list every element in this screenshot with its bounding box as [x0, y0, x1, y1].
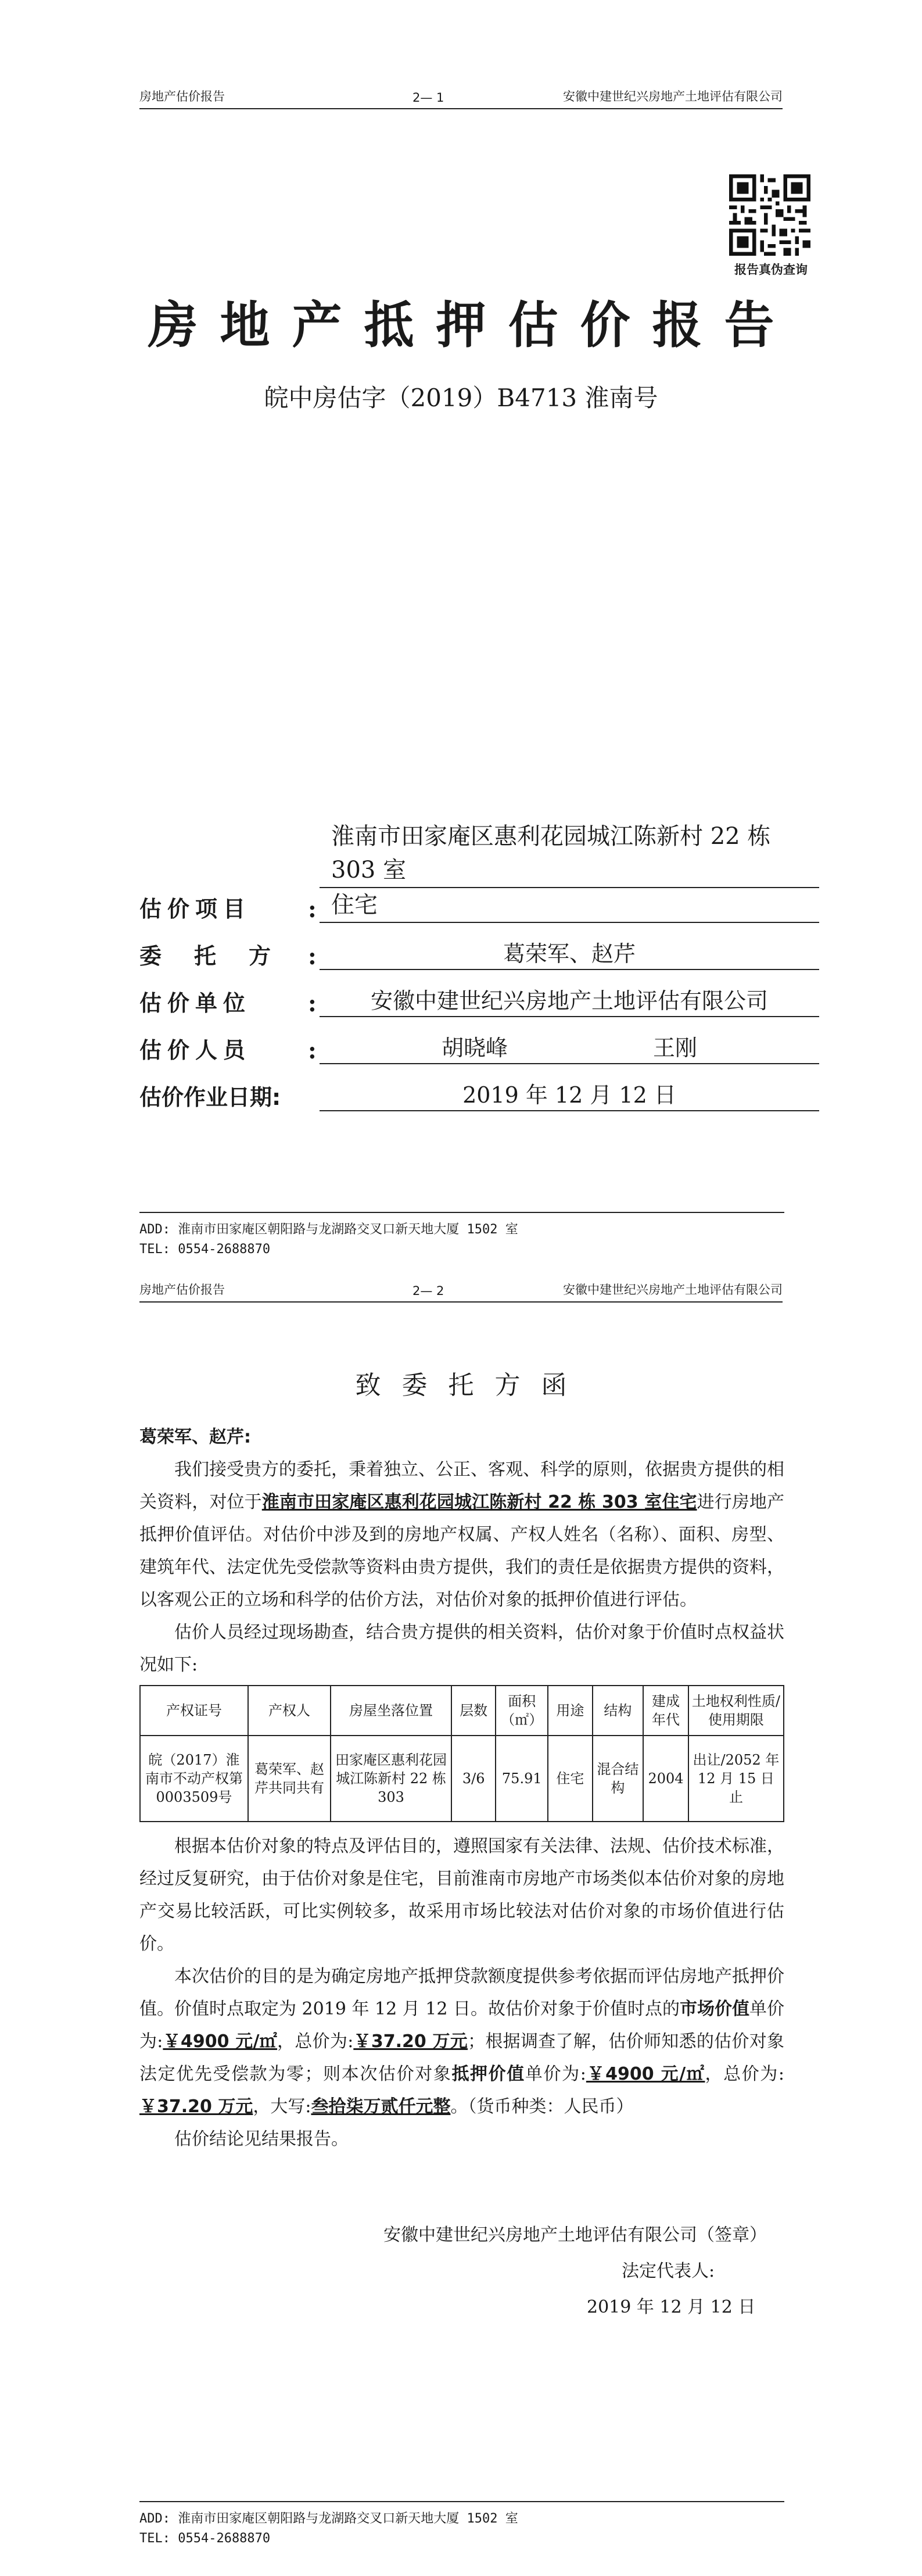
- table-row: [140, 1736, 784, 1822]
- table-header: 层数: [451, 1686, 496, 1736]
- signature-block: [139, 2217, 784, 2325]
- cover-fields: [139, 820, 819, 1124]
- footer-address: ADD: 淮南市田家庵区朝阳路与龙湖路交叉口新天地大厦 1502 室: [139, 2511, 518, 2526]
- project-line-2: 住宅: [320, 888, 819, 923]
- page-footer: [139, 1212, 784, 1260]
- colon: :: [308, 943, 317, 970]
- legal-representative: 法定代表人:: [622, 2261, 715, 2281]
- salutation: 葛荣军、赵芹:: [139, 1427, 251, 1447]
- client-label: 委托方: [139, 943, 304, 969]
- appraisers-value: [320, 1030, 819, 1064]
- date-label: 估价作业日期:: [139, 1085, 281, 1110]
- page-footer: [139, 2501, 784, 2549]
- project-label: 估价项目: [139, 896, 252, 922]
- mortgage-total-price: ￥37.20 万元: [139, 2096, 253, 2117]
- table-cell: 混合结构: [593, 1736, 643, 1822]
- table-header: 结构: [593, 1686, 643, 1736]
- footer-divider: [139, 2501, 784, 2502]
- table-cell: 2004: [643, 1736, 688, 1822]
- table-header: 产权证号: [140, 1686, 248, 1736]
- header-right: 安徽中建世纪兴房地产土地评估有限公司: [563, 90, 783, 103]
- header-left: 房地产估价报告: [139, 90, 225, 103]
- letter-title: 致委托方函: [355, 1371, 588, 1400]
- table-cell: 75.91: [496, 1736, 548, 1822]
- paragraph-3: 根据本估价对象的特点及评估目的，遵照国家有关法律、法规、估价技术标准，经过反复研究，由于估价对象是住宅，目前淮南市房地产市场类似本估价对象的房地产交易比较活跃，可比实例较多，故采用市场比较法对估价对象的市场价值进行估价。: [139, 1836, 784, 1954]
- table-cell: 出让/2052 年 12 月 15 日止: [688, 1736, 784, 1822]
- table-cell: 3/6: [451, 1736, 496, 1822]
- footer-divider: [139, 1212, 784, 1213]
- table-cell: 住宅: [548, 1736, 593, 1822]
- field-project: [139, 820, 819, 923]
- field-date: [139, 1077, 819, 1111]
- market-unit-price: ￥4900 元/㎡: [163, 2031, 278, 2052]
- field-client: [139, 936, 819, 970]
- table-cell: 葛荣军、赵芹共同共有: [248, 1736, 331, 1822]
- amount-in-words: 叁拾柒万贰仟元整: [311, 2096, 451, 2117]
- mortgage-unit-price: ￥4900 元/㎡: [586, 2064, 705, 2084]
- table-header: 建成年代: [643, 1686, 688, 1736]
- table-header: 产权人: [248, 1686, 331, 1736]
- colon: :: [308, 1037, 317, 1064]
- page-header: [139, 1285, 783, 1303]
- qr-code-icon: [729, 174, 810, 256]
- table-cell: 田家庵区惠利花园城江陈新村 22 栋 303: [331, 1736, 451, 1822]
- paragraph-1: 我们接受贵方的委托，秉着独立、公正、客观、科学的原则，依据贵方提供的相关资料，对位于淮南市田家庵区惠利花园城江陈新村 22 栋 303 室住宅进行房地产抵押价值评估。对估价中涉及到的房地产权属、产权人姓名（名称）、面积、房型、建筑年代、法定优先受偿款等资料由贵方提供，我们的责任是依据贵方提供的资料，以客观公正的立场和科学的估价方法，对估价对象的抵押价值进行评估。: [139, 1459, 785, 1610]
- appraisers-label: 估价人员: [139, 1037, 252, 1063]
- qr-caption: 报告真伪查询: [734, 263, 808, 277]
- table-header: 用途: [548, 1686, 593, 1736]
- report-title: 房地产抵押估价报告: [148, 296, 797, 355]
- footer-address: ADD: 淮南市田家庵区朝阳路与龙湖路交叉口新天地大厦 1502 室: [139, 1222, 518, 1237]
- appraiser-name-2: 王刚: [653, 1035, 698, 1061]
- date-value: 2019 年 12 月 12 日: [320, 1077, 819, 1111]
- table-header: 土地权利性质/使用期限: [688, 1686, 784, 1736]
- org-label: 估价单位: [139, 990, 252, 1016]
- page-header: [139, 92, 783, 109]
- colon: :: [308, 896, 317, 923]
- letter-page: [0, 1282, 922, 2576]
- table-header: 房屋坐落位置: [331, 1686, 451, 1736]
- project-line-1: 淮南市田家庵区惠利花园城江陈新村 22 栋 303 室: [320, 820, 819, 888]
- property-address: 淮南市田家庵区惠利花园城江陈新村 22 栋 303 室住宅: [261, 1492, 697, 1512]
- client-value: 葛荣军、赵芹: [320, 936, 819, 970]
- market-total-price: ￥37.20 万元: [353, 2031, 468, 2052]
- table-header-row: [140, 1686, 784, 1736]
- signing-date: 2019 年 12 月 12 日: [587, 2297, 756, 2317]
- page-number: 2— 1: [412, 91, 444, 105]
- org-value: 安徽中建世纪兴房地产土地评估有限公司: [320, 983, 819, 1017]
- header-left: 房地产估价报告: [139, 1283, 225, 1297]
- field-appraisers: [139, 1030, 819, 1064]
- report-number: 皖中房估字（2019）B4713 淮南号: [264, 384, 658, 412]
- property-table: [139, 1685, 784, 1822]
- table-cell: 皖（2017）淮南市不动产权第0003509号: [140, 1736, 248, 1822]
- letter-body: [139, 1421, 784, 2156]
- cover-page: [0, 0, 922, 1282]
- paragraph-5: 估价结论见结果报告。: [174, 2129, 349, 2149]
- colon: :: [308, 990, 317, 1017]
- field-org: [139, 983, 819, 1017]
- project-value: [320, 820, 819, 923]
- market-value-label: 市场价值: [679, 1999, 749, 2019]
- footer-tel: TEL: 0554-2688870: [139, 2531, 271, 2546]
- header-right: 安徽中建世纪兴房地产土地评估有限公司: [563, 1283, 783, 1297]
- appraiser-name-1: 胡晓峰: [441, 1035, 508, 1061]
- footer-tel: TEL: 0554-2688870: [139, 1242, 271, 1257]
- paragraph-4: 本次估价的目的是为确定房地产抵押贷款额度提供参考依据而评估房地产抵押价值。价值时点取定为 2019 年 12 月 12 日。故估价对象于价值时点的市场价值单价为:￥4900 元/㎡，总价为:￥37.20 万元；根据调查了解，估价师知悉的估价对象法定优先受偿款为零；则本次估价对象抵押价值单价为:￥4900 元/㎡，总价为:￥37.20 万元，大写:叁拾柒万贰仟元整。（货币种类：人民币）: [139, 1966, 785, 2117]
- paragraph-2: 估价人员经过现场勘查，结合贵方提供的相关资料，估价对象于价值时点权益状况如下:: [139, 1622, 784, 1675]
- signing-org: 安徽中建世纪兴房地产土地评估有限公司（签章）: [383, 2225, 767, 2245]
- page-number: 2— 2: [412, 1284, 444, 1298]
- table-header: 面积（㎡）: [496, 1686, 548, 1736]
- mortgage-value-label: 抵押价值: [451, 2064, 525, 2084]
